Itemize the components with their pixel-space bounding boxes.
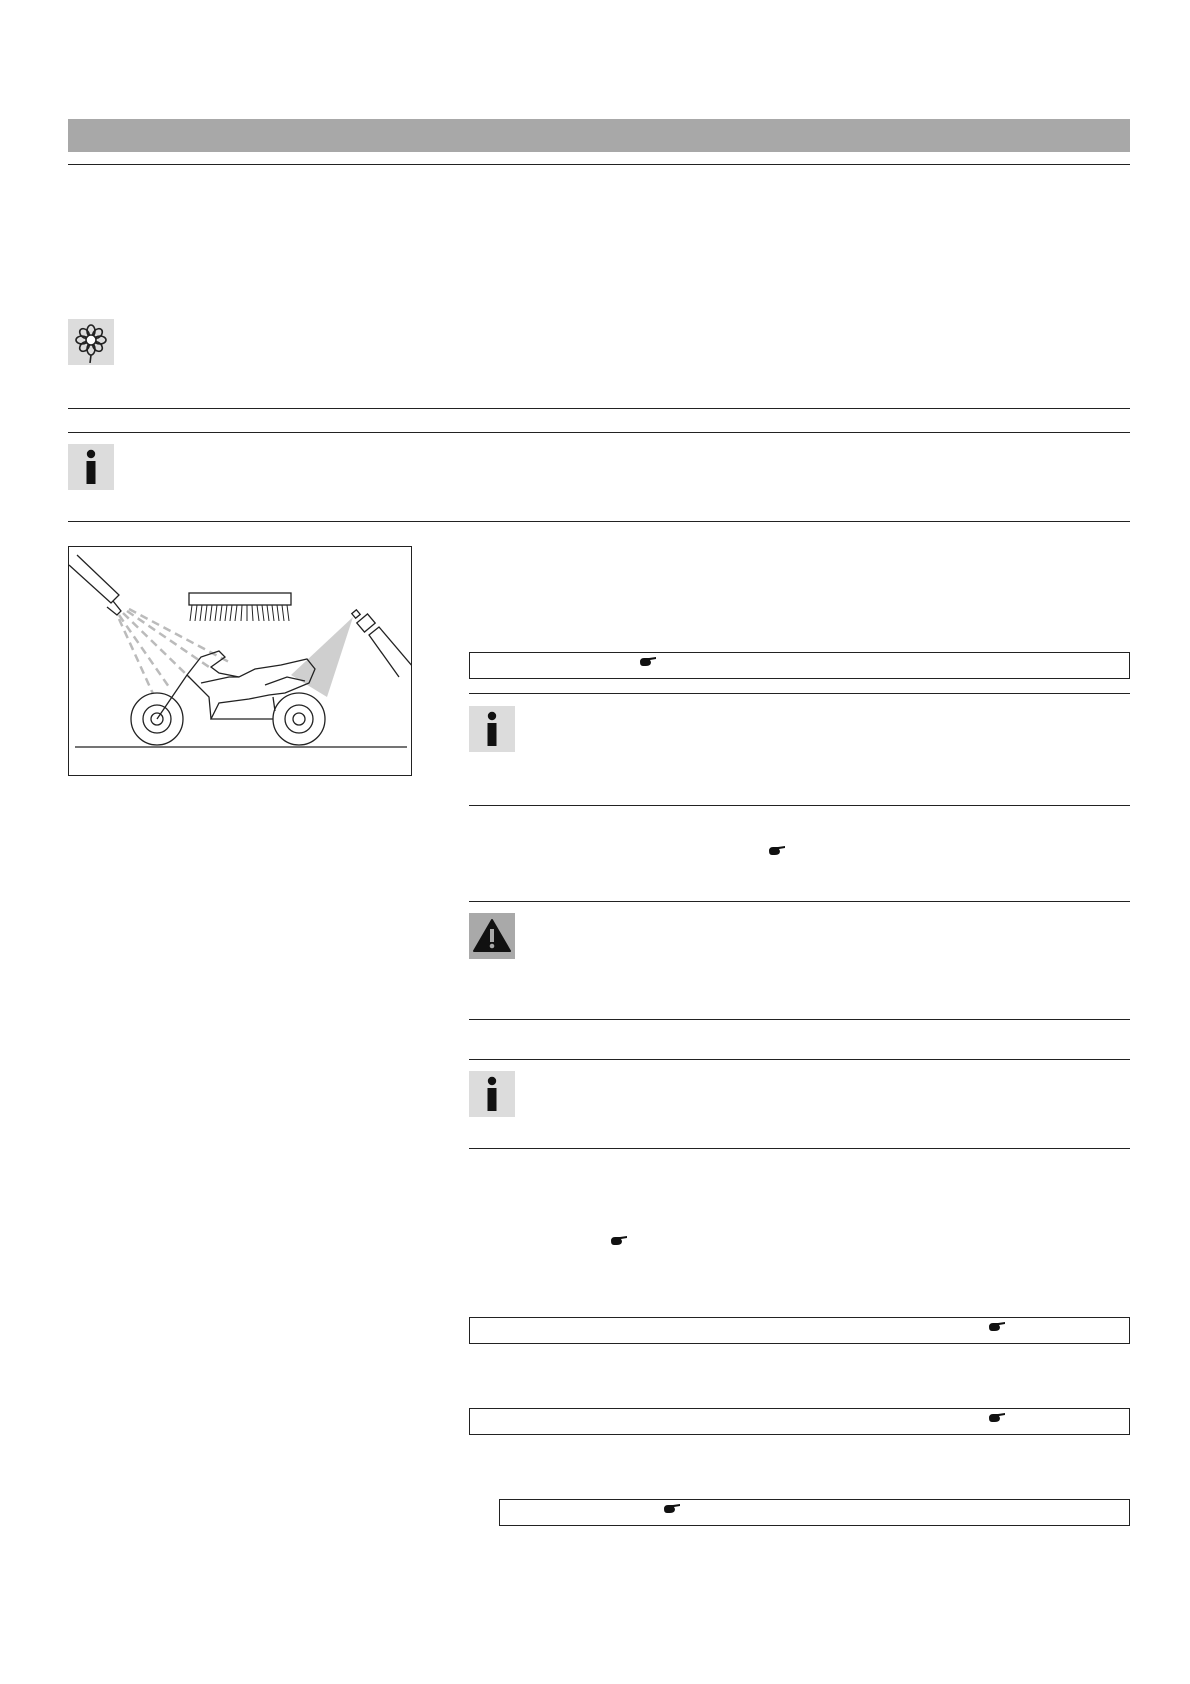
pointing-hand-icon [610,1235,628,1247]
info-icon [68,444,114,490]
section-rule [68,432,1130,433]
warning-rule [469,901,1130,902]
info-rule [68,521,1130,522]
header-band [68,119,1130,152]
pointing-hand-icon [639,656,657,668]
warning-triangle-icon [469,913,515,959]
pointing-hand-icon [663,1503,681,1515]
warning-rule [469,1019,1130,1020]
motorcycle-washing-illustration [68,546,412,776]
flower-icon [68,319,114,365]
pointing-hand-icon [768,845,786,857]
pointing-hand-icon [988,1412,1006,1424]
info-rule [469,1148,1130,1149]
info-icon [469,706,515,752]
info-icon [469,1071,515,1117]
info-rule [469,805,1130,806]
reference-box [469,1408,1130,1435]
section-rule [68,408,1130,409]
reference-box [469,652,1130,679]
header-rule [68,164,1130,165]
info-rule [469,693,1130,694]
reference-box [499,1499,1130,1526]
info-rule [469,1059,1130,1060]
reference-box [469,1317,1130,1344]
pointing-hand-icon [988,1321,1006,1333]
